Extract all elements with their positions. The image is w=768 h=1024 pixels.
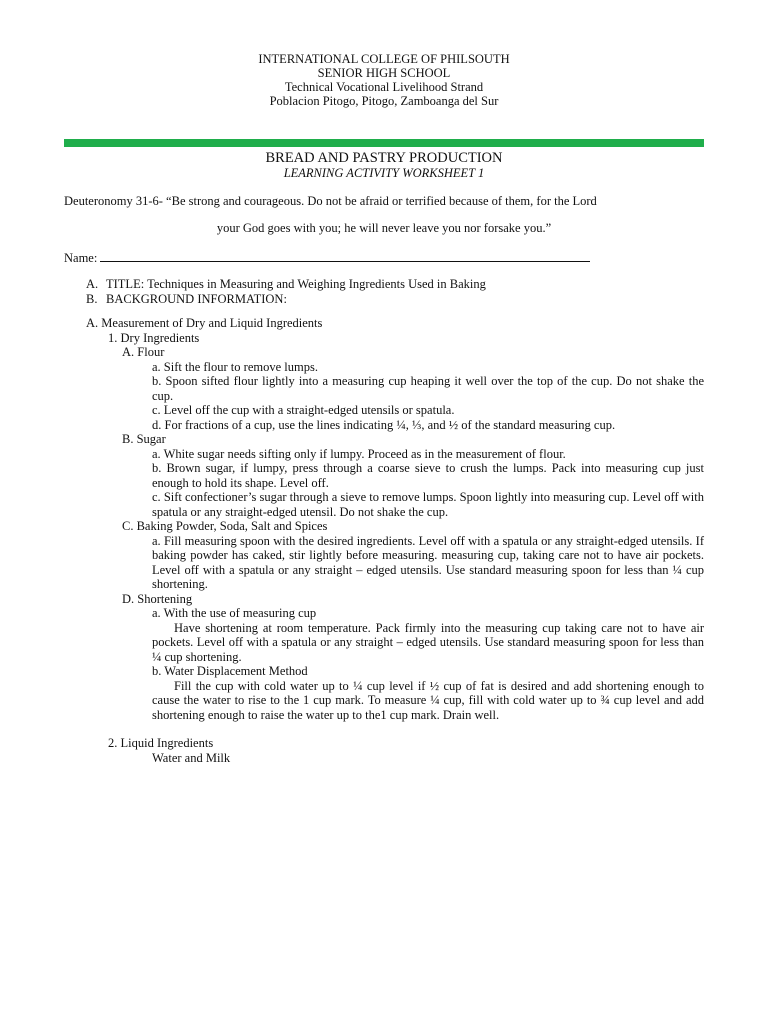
baking-powder-heading: C. Baking Powder, Soda, Salt and Spices [122,519,328,533]
intro-list [64,277,724,306]
shortening-method-a-text: Have shortening at room temperature. Pack firmly into the measuring cup taking care not to have air pockets. Level off with a spatula or any straight – edged utensils. Use standard measuring spoon for less than ¼ cup shortening. [152,620,704,664]
flour-heading: A. Flour [122,345,165,359]
school-name: INTERNATIONAL COLLEGE OF PHILSOUTH [258,52,510,66]
list-item: b. Brown sugar, if lumpy, press through a coarse sieve to crush the lumps. Pack into measuring cup just enough to hold its shape. Level off. [152,461,704,490]
list-item: a. Fill measuring spoon with the desired ingredients. Level off with a spatula or any straight-edged utensils. If baking powder has caked, stir lightly before measuring. measuring cup, taking care not to have air pockets. Level off with a spatula or any straight – edged utensils. Use standard measuring spoon for less than ¼ cup shortening. [152,533,704,591]
shortening-heading: D. Shortening [122,591,193,606]
shortening-method-b-title: b. Water Displacement Method [152,664,308,678]
school-address: Poblacion Pitogo, Pitogo, Zamboanga del Sur [269,94,499,108]
list-item: b. Spoon sifted flour lightly into a measuring cup heaping it well over the top of the cup. Do not shake the cup. [152,374,704,403]
spacer [64,722,704,736]
list-item [64,277,724,292]
sugar-heading: B. Sugar [122,432,166,446]
strand-name: Technical Vocational Livelihood Strand [284,80,484,94]
document-title: BREAD AND PASTRY PRODUCTION [265,150,503,166]
name-blank-line[interactable] [100,250,590,262]
list-item: d. For fractions of a cup, use the lines indicating ¼, ⅓, and ½ of the standard measuring cup. [152,417,616,432]
shortening-method-b-text: Fill the cup with cold water up to ¼ cup level if ½ cup of fat is desired and add shortening enough to cause the water to rise to the 1 cup mark. To measure ¼ cup, fill with cold water up to ¾ cup level and add shortening enough to raise the water up to the1 cup mark. Drain well. [152,678,704,722]
title-block [0,150,768,180]
name-label: Name: [64,251,98,265]
list-item [64,292,724,307]
list-item: c. Sift confectioner’s sugar through a sieve to remove lumps. Spoon lightly into measuring cup. Level off with spatula or any straight-edged utensil. Do not shake the cup. [152,490,704,519]
name-field[interactable] [64,250,624,266]
liquid-ingredients-heading: 2. Liquid Ingredients [108,736,214,750]
school-header [0,52,768,108]
list-item: a. White sugar needs sifting only if lumpy. Proceed as in the measurement of flour. [152,446,566,461]
section-heading: A. Measurement of Dry and Liquid Ingredients [86,316,323,330]
bible-verse-line1: Deuteronomy 31-6- “Be strong and courageous. Do not be afraid or terrified because of them, for the Lord [64,194,597,208]
list-text: BACKGROUND INFORMATION: [106,291,287,306]
list-item: a. Sift the flour to remove lumps. [152,359,318,374]
worksheet-subtitle: LEARNING ACTIVITY WORKSHEET 1 [283,166,485,180]
school-level: SENIOR HIGH SCHOOL [317,66,451,80]
list-marker: B. [86,291,98,306]
list-item: c. Level off the cup with a straight-edged utensils or spatula. [152,403,455,417]
list-marker: A. [86,277,99,291]
dry-ingredients-heading: 1. Dry Ingredients [108,330,200,345]
green-divider [64,139,704,147]
bible-verse-line2: your God goes with you; he will never leave you nor forsake you.” [216,221,552,235]
section-a-content [64,316,704,765]
water-and-milk-heading: Water and Milk [152,750,231,765]
list-text: TITLE: Techniques in Measuring and Weighing Ingredients Used in Baking [106,277,486,291]
shortening-method-a-title: a. With the use of measuring cup [152,606,317,620]
